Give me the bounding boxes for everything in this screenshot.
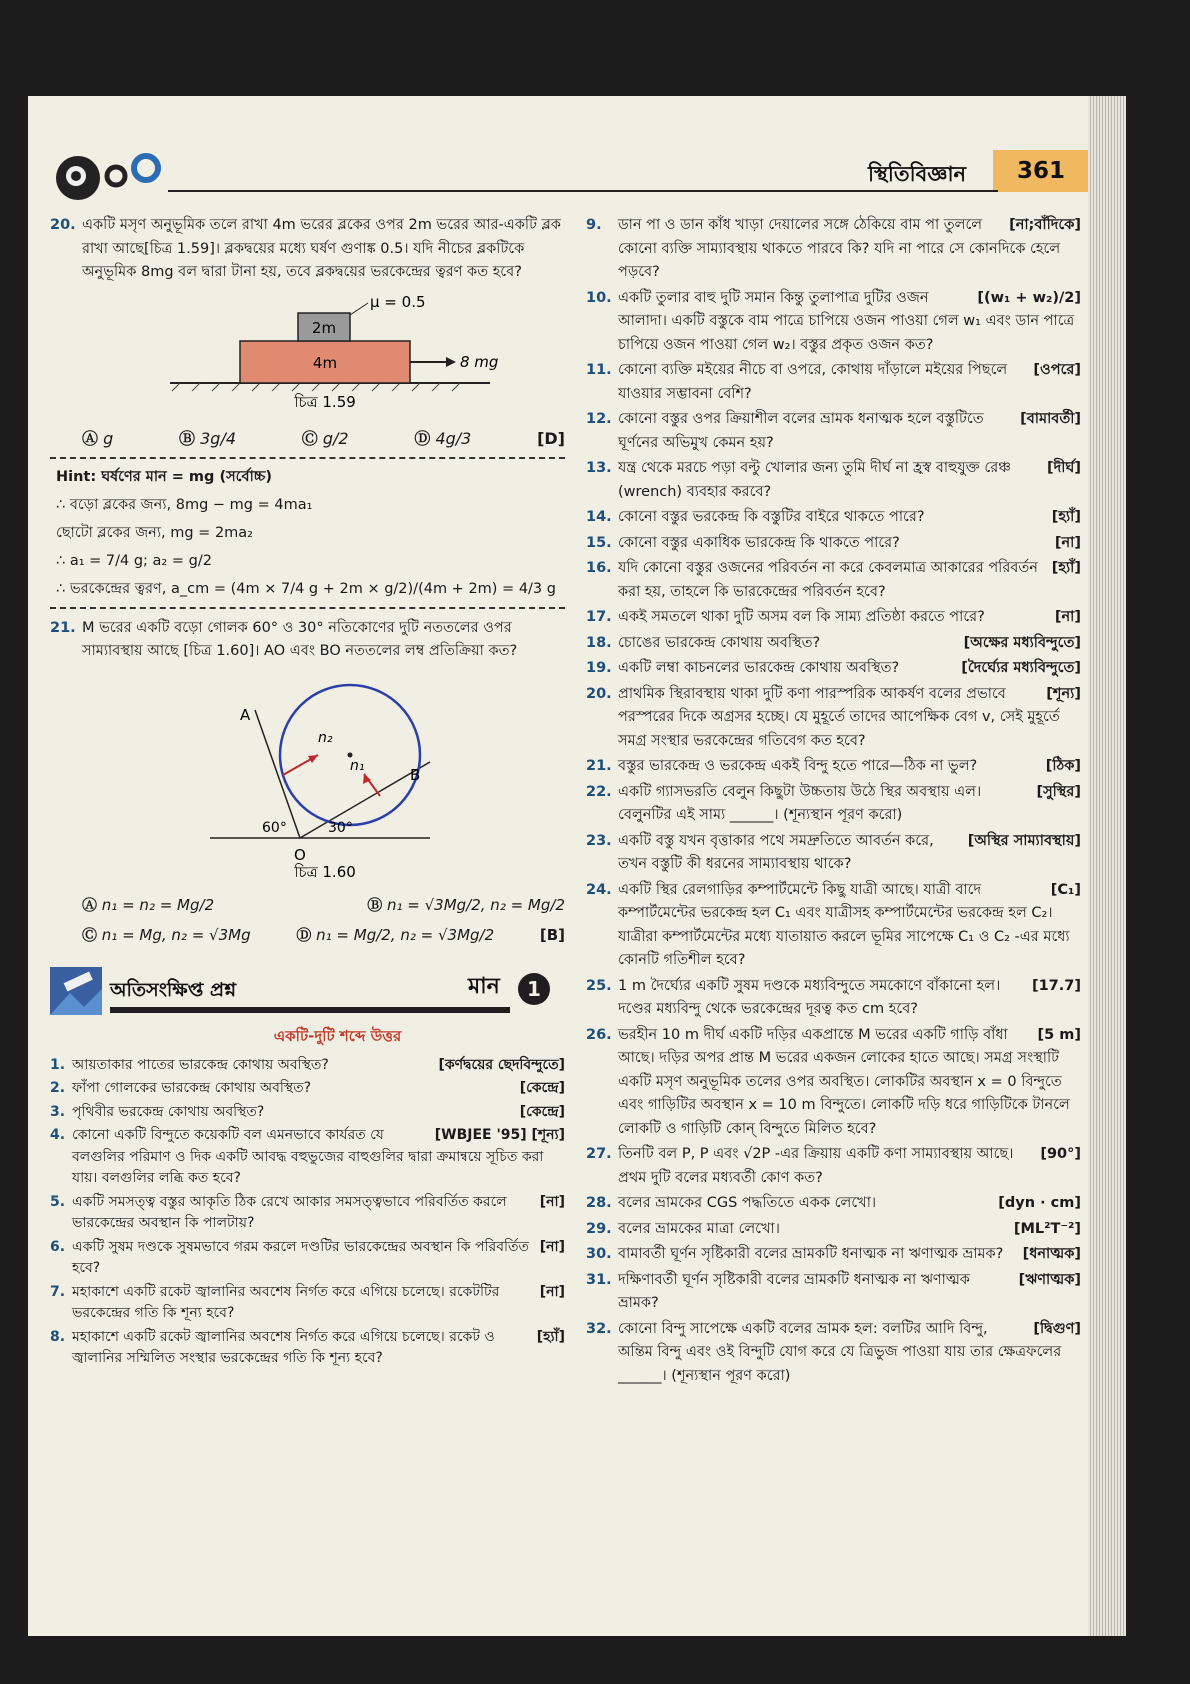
short-question: 10. [(w₁ + w₂)/2] একটি তুলার বাহু দুটি সমান কিন্তু তুলাপাত্র দুটির ওজন আলাদা। একটি বস্তুকে বাম পাত্রে চাপিয়ে ওজন পাওয়া গেল w₁ এবং ডান পাত্রে চাপিয়ে ওজন পাওয়া গেল w₂। বস্তুর প্রকৃত ওজন কত?: [586, 289, 1081, 353]
short-question: 26. [5 m] ভরহীন 10 m দীর্ঘ একটি দড়ির একপ্রান্তে M ভরের একটি গাড়ি বাঁধা আছে। দড়ির অপর প্রান্ত M ভরের একজন লোকের হাতে আছে। সমগ্র সংস্থাটি একটি মসৃণ অনুভূমিক তলের ওপর অবস্থিত। লোকটির অবস্থান x = 0 বিন্দুতে এবং গাড়িটির অবস্থান x = 10 m বিন্দুতে। লোকটি দড়ি ধরে গাড়িটিকে টানলে লোকটি ও গাড়িটি কোন্ বিন্দুতে মিলিত হবে?: [586, 1026, 1081, 1137]
section-band: [110, 1007, 510, 1013]
label-2m: 2m: [311, 318, 337, 337]
label-n1: n₁: [350, 757, 365, 774]
option-a[interactable]: Ⓐ g: [82, 429, 114, 448]
book-page: [28, 96, 1126, 1636]
short-question: 21. [ঠিক] বস্তুর ভারকেন্দ্র ও ভরকেন্দ্র একই বিন্দু হতে পারে—ঠিক না ভুল?: [586, 758, 1081, 774]
header-rule: [168, 190, 998, 192]
hint-line: ∴ ভরকেন্দ্রের ত্বরণ, a_cm = (4m × 7/4 g + 2m × g/2)/(4m + 2m) = 4/3 g: [56, 580, 556, 597]
figure-1-59: [50, 291, 565, 411]
question-number: 20.: [50, 217, 76, 233]
mark-label: মান: [468, 974, 500, 999]
label-o: O: [294, 845, 306, 864]
short-question: 13. [দীর্ঘ] যন্ত্র থেকে মরচে পড়া বল্টু খোলার জন্য তুমি দীর্ঘ না হ্রস্ব বাহুযুক্ত রেঞ্চ (wrench) ব্যবহার করবে?: [586, 460, 1081, 500]
short-question: 20. [শূন্য] প্রাথমিক স্থিরাবস্থায় থাকা দুটি কণা পারস্পরিক আকর্ষণ বলের প্রভাবে পরস্পরের দিকে অগ্রসর হচ্ছে। যে মুহূর্তে তাদের আপেক্ষিক বেগ v, সেই মুহূর্তে সমগ্র সংস্থার ভরকেন্দ্রের গতিবেগ কত হবে?: [586, 685, 1081, 749]
option-d[interactable]: Ⓓ n₁ = Mg/2, n₂ = √3Mg/2: [296, 925, 495, 944]
short-question: 18. [অক্ষের মধ্যবিন্দুতে] চোঙের ভারকেন্দ্র কোথায় অবস্থিত?: [586, 634, 1081, 651]
question-text: একটি মসৃণ অনুভূমিক তলে রাখা 4m ভরের ব্লকের ওপর 2m ভরের আর-একটি ব্লক রাখা আছে[চিত্র 1.59]। ব্লকদ্বয়ের মধ্যে ঘর্ষণ গুণাঙ্ক 0.5। যদি নীচের ব্লকটিকে অনুভূমিক 8mg বল দ্বারা টানা হয়, তবে ব্লকদ্বয়ের ভরকেন্দ্রের ত্বরণ কত হবে?: [82, 217, 561, 280]
figure-caption: চিত্র 1.59: [294, 392, 356, 411]
section-title: অতিসংক্ষিপ্ত প্রশ্ন: [110, 979, 237, 1001]
short-question: 8. [হ্যাঁ] মহাকাশে একটি রকেট জ্বালানির অবশেষ নির্গত করে এগিয়ে চলেছে। রকেট ও জ্বালানির সম্মিলিত সংস্থার ভরকেন্দ্রের গতি কি শূন্য হবে?: [50, 1328, 565, 1366]
short-question: 7. [না] মহাকাশে একটি রকেট জ্বালানির অবশেষ নির্গত করে এগিয়ে চলেছে। রকেটটির ভরকেন্দ্রের গতি কি শূন্য হবে?: [50, 1283, 565, 1321]
short-question: 11. [ওপরে] কোনো ব্যক্তি মইয়ের নীচে বা ওপরে, কোথায় দাঁড়ালে মইয়ের পিছলে যাওয়ার সম্ভাবনা বেশি?: [586, 362, 1081, 402]
page-number: 361: [993, 150, 1089, 192]
hint-box: [50, 457, 565, 609]
question-number: 21.: [50, 619, 76, 636]
q21-options-row2: [82, 924, 565, 948]
section-header: [50, 961, 565, 1021]
figure-caption: চিত্র 1.60: [294, 862, 356, 880]
short-question: 22. [সুস্থির] একটি গ্যাসভরতি বেলুন কিছুটা উচ্চতায় উঠে স্থির অবস্থায় এল। বেলুনটির এই সাম্য ______। (শূন্যস্থান পূরণ করো): [586, 783, 1081, 823]
q20-options: [82, 427, 565, 451]
short-question: 6. [না] একটি সুষম দণ্ডকে সুষমভাবে গরম করলে দণ্ডটির ভারকেন্দ্রের অবস্থান কি পরিবর্তিত হবে?: [50, 1238, 565, 1276]
right-column: [586, 214, 1081, 1390]
short-question: 17. [না] একই সমতলে থাকা দুটি অসম বল কি সাম্য প্রতিষ্ঠা করতে পারে?: [586, 609, 1081, 625]
label-30: 30°: [328, 819, 353, 836]
label-b: B: [410, 765, 421, 784]
short-question: 14. [হ্যাঁ] কোনো বস্তুর ভরকেন্দ্র কি বস্তুটির বাইরে থাকতে পারে?: [586, 509, 1081, 525]
left-column: [50, 214, 565, 1372]
short-question: 12. [বামাবর্তী] কোনো বস্তুর ওপর ক্রিয়াশীল বলের ভ্রামক ধনাত্মক হলে বস্তুটিতে ঘূর্ণনের অভিমুখ কেমন হয়?: [586, 411, 1081, 451]
q21-options-row1: [82, 894, 565, 918]
short-question: 32. [দ্বিগুণ] কোনো বিন্দু সাপেক্ষে একটি বলের ভ্রামক হল: বলটির আদি বিন্দু, অন্তিম বিন্দু এবং ওই বিন্দুটি যোগ করে যে ত্রিভুজ পাওয়া যায় তার ক্ষেত্রফলের ______। (শূন্যস্থান পূরণ করো): [586, 1320, 1081, 1384]
short-question: 19. [দৈর্ঘ্যের মধ্যবিন্দুতে] একটি লম্বা কাচনলের ভারকেন্দ্র কোথায় অবস্থিত?: [586, 660, 1081, 676]
telescope-icon: [50, 967, 102, 1015]
short-question: 28. [dyn · cm] বলের ভ্রামকের CGS পদ্ধতিতে একক লেখো।: [586, 1195, 1081, 1211]
short-question: 30. [ধনাত্মক] বামাবর্তী ঘূর্ণন সৃষ্টিকারী বলের ভ্রামকটি ধনাত্মক না ঋণাত্মক ভ্রামক?: [586, 1246, 1081, 1262]
option-a[interactable]: Ⓐ n₁ = n₂ = Mg/2: [82, 896, 215, 914]
mark-value: 1: [518, 973, 550, 1005]
short-question: 15. [না] কোনো বস্তুর একাধিক ভারকেন্দ্র কি থাকতে পারে?: [586, 534, 1081, 551]
short-question: 23. [অস্থির সাম্যাবস্থায়] একটি বস্তু যখন বৃত্তাকার পথে সমদ্রুতিতে আবর্তন করে, তখন বস্তুটি কী ধরনের সাম্যাবস্থায় থাকে?: [586, 832, 1081, 872]
question-text: M ভরের একটি বড়ো গোলক 60° ও 30° নতিকোণের দুটি নততলের ওপর সাম্যাবস্থায় আছে [চিত্র 1.60]। AO এবং BO নততলের লম্ব প্রতিক্রিয়া কত?: [82, 619, 518, 659]
label-mu: μ = 0.5: [370, 292, 426, 311]
label-n2: n₂: [318, 729, 333, 746]
short-question: 9. [না;বাঁদিকে] ডান পা ও ডান কাঁধ খাড়া দেয়ালের সঙ্গে ঠেকিয়ে বাম পা তুললে কোনো ব্যক্তি সাম্যাবস্থায় থাকতে পারবে কি? যদি না পারে সে কোনদিকে হেলে পড়বে?: [586, 217, 1081, 280]
label-force: 8 mg: [460, 352, 499, 371]
answer-key: [D]: [537, 429, 565, 448]
short-question: 4. [WBJEE '95] [শূন্য] কোনো একটি বিন্দুতে কয়েকটি বল এমনভাবে কার্যরত যে বলগুলির পরিমাণ ও দিক একটি আবদ্ধ বহুভুজের বাহুগুলির দ্বারা ক্রমান্বয়ে সূচিত করা যায়। বলগুলির লব্ধি কত হবে?: [50, 1127, 565, 1186]
short-question: 1. [কর্ণদ্বয়ের ছেদবিন্দুতে] আয়তাকার পাতের ভারকেন্দ্র কোথায় অবস্থিত?: [50, 1056, 565, 1073]
chapter-title: স্থিতিবিজ্ঞান: [868, 162, 967, 186]
short-question: 16. [হ্যাঁ] যদি কোনো বস্তুর ওজনের পরিবর্তন না করে কেবলমাত্র আকারের পরিবর্তন করা হয়, তাহলে কি ভারকেন্দ্রের পরিবর্তন হবে?: [586, 560, 1081, 600]
short-question: 2. [কেন্দ্রে] ফাঁপা গোলকের ভারকেন্দ্র কোথায় অবস্থিত?: [50, 1080, 565, 1096]
option-c[interactable]: Ⓒ g/2: [301, 429, 349, 448]
short-question: 24. [C₁] একটি স্থির রেলগাড়ির কম্পার্টমেন্টে কিছু যাত্রী আছে। যাত্রী বাদে কম্পার্টমেন্টের ভরকেন্দ্র হল C₁ এবং যাত্রীসহ কম্পার্টমেন্টের ভরকেন্দ্র হল C₂। যাত্রীরা কম্পার্টমেন্টের মধ্যে যাতায়াত করলে ভূমির সাপেক্ষে C₁ ও C₂ -এর মধ্যে কোনটি গতিশীল হবে?: [586, 881, 1081, 968]
section-subtitle: একটি-দুটি শব্দে উত্তর: [273, 1027, 402, 1045]
option-b[interactable]: Ⓑ 3g/4: [179, 429, 237, 448]
short-question: 31. [ঋণাত্মক] দক্ষিণাবর্তী ঘূর্ণন সৃষ্টিকারী বলের ভ্রামকটি ধনাত্মক না ঋণাত্মক ভ্রামক?: [586, 1271, 1081, 1311]
short-question: 5. [না] একটি সমসত্ত্ব বস্তুর আকৃতি ঠিক রেখে আকার সমসত্ত্বভাবে পরিবর্তিত করলে ভারকেন্দ্রের অবস্থান কি পালটায়?: [50, 1193, 565, 1231]
hint-line: ছোটো ব্লকের জন্য, mg = 2ma₂: [56, 524, 253, 541]
brain-gear-logo-icon: [50, 146, 170, 206]
option-d[interactable]: Ⓓ 4g/3: [414, 429, 472, 448]
short-question: 25. [17.7] 1 m দৈর্ঘ্যের একটি সুষম দণ্ডকে মধ্যবিন্দুতে সমকোণে বাঁকানো হল। দণ্ডের মধ্যবিন্দু থেকে ভরকেন্দ্রের দূরত্ব কত cm হবে?: [586, 977, 1081, 1017]
label-60: 60°: [262, 819, 287, 836]
option-c[interactable]: Ⓒ n₁ = Mg, n₂ = √3Mg: [82, 925, 251, 944]
label-4m: 4m: [312, 353, 338, 372]
answer-key: [B]: [539, 925, 565, 944]
question-20: [50, 214, 565, 285]
question-21: [50, 617, 565, 664]
option-b[interactable]: Ⓑ n₁ = √3Mg/2, n₂ = Mg/2: [367, 896, 565, 914]
short-question: 29. [ML²T⁻²] বলের ভ্রামকের মাত্রা লেখো।: [586, 1220, 1081, 1237]
hint-line: Hint: ঘর্ষণের মান = mg (সর্বোচ্চ): [56, 468, 273, 485]
short-question: 27. [90°] তিনটি বল P, P এবং √2P -এর ক্রিয়ায় একটি কণা সাম্যাবস্থায় আছে। প্রথম দুটি বলের মধ্যবর্তী কোণ কত?: [586, 1146, 1081, 1186]
label-a: A: [240, 705, 251, 724]
hint-line: ∴ বড়ো ব্লকের জন্য, 8mg − mg = 4ma₁: [56, 496, 313, 513]
figure-1-60: [50, 670, 565, 880]
short-question: 3. [কেন্দ্রে] পৃথিবীর ভরকেন্দ্র কোথায় অবস্থিত?: [50, 1103, 565, 1120]
hint-line: ∴ a₁ = 7/4 g; a₂ = g/2: [56, 552, 212, 569]
